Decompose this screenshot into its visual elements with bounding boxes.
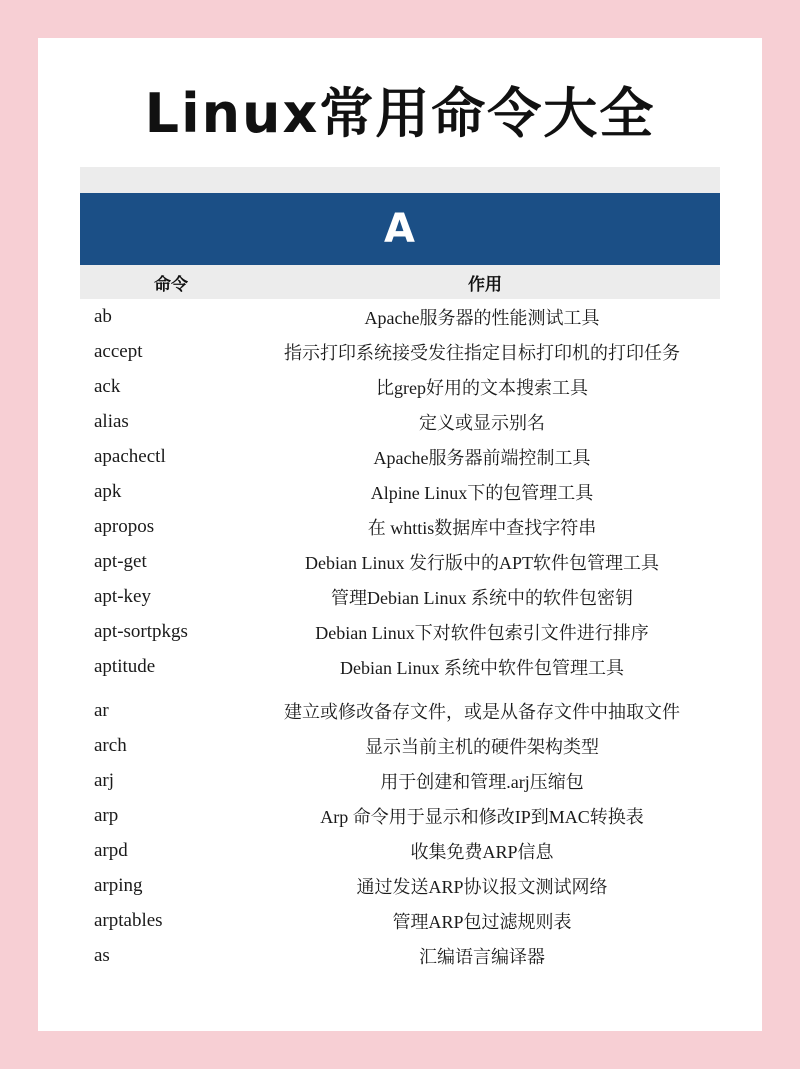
cell-command: apt-get xyxy=(94,550,147,572)
cell-description: 建立或修改备存文件，或是从备存文件中抽取文件 xyxy=(284,701,680,722)
table-row xyxy=(80,544,720,579)
cell-description: Debian Linux 系统中软件包管理工具 xyxy=(340,657,624,678)
cell-command: arp xyxy=(94,804,119,826)
page-title: Linux常用命令大全 xyxy=(144,82,656,145)
cell-command: apropos xyxy=(94,515,155,537)
cell-description: Arp 命令用于显示和修改IP到MAC转换表 xyxy=(320,806,644,827)
cell-command: ab xyxy=(94,305,112,327)
cell-command: apk xyxy=(94,480,122,502)
cell-command: arch xyxy=(94,734,127,756)
header-description: 作用 xyxy=(468,274,502,294)
cell-description: 定义或显示别名 xyxy=(419,412,545,433)
cell-description: 显示当前主机的硬件架构类型 xyxy=(365,736,599,757)
cell-description: 在 whttis数据库中查找字符串 xyxy=(367,517,597,538)
table-header-row xyxy=(80,265,720,299)
table-row xyxy=(80,868,720,903)
table-row xyxy=(80,763,720,798)
table-row xyxy=(80,798,720,833)
cell-command: as xyxy=(94,944,110,966)
cell-description: 收集免费ARP信息 xyxy=(410,841,554,862)
table-row xyxy=(80,404,720,439)
cell-description: 用于创建和管理.arj压缩包 xyxy=(380,771,584,792)
table-row xyxy=(80,614,720,649)
cell-description: 汇编语言编译器 xyxy=(419,946,545,967)
cell-command: apt-sortpkgs xyxy=(94,620,188,642)
table-row xyxy=(80,439,720,474)
cell-description: Apache服务器前端控制工具 xyxy=(373,447,591,468)
cell-command: arptables xyxy=(94,909,163,931)
command-table xyxy=(80,167,720,973)
cell-command: apt-key xyxy=(94,585,151,607)
table-row xyxy=(80,334,720,369)
table-row xyxy=(80,903,720,938)
cell-description: 管理Debian Linux 系统中的软件包密钥 xyxy=(331,587,633,608)
cell-command: apachectl xyxy=(94,445,166,467)
cell-command: arping xyxy=(94,874,143,896)
cell-description: Alpine Linux下的包管理工具 xyxy=(370,482,594,503)
table-row xyxy=(80,474,720,509)
cell-description: 指示打印系统接受发往指定目标打印机的打印任务 xyxy=(284,342,680,363)
table-row xyxy=(80,938,720,973)
table-row xyxy=(80,728,720,763)
cell-description: 管理ARP包过滤规则表 xyxy=(392,911,572,932)
document-page xyxy=(38,38,762,1031)
table-row xyxy=(80,369,720,404)
cell-command: ack xyxy=(94,375,121,397)
section-letter: A xyxy=(384,206,416,253)
table-row xyxy=(80,299,720,334)
cell-description: 比grep好用的文本搜索工具 xyxy=(376,377,588,398)
table-top-band xyxy=(80,167,720,193)
table-row xyxy=(80,649,720,684)
cell-description: Debian Linux 发行版中的APT软件包管理工具 xyxy=(305,552,659,573)
cell-command: aptitude xyxy=(94,655,156,677)
table-row xyxy=(80,693,720,728)
cell-command: arj xyxy=(94,769,115,791)
table-row xyxy=(80,579,720,614)
section-letter-band xyxy=(80,193,720,265)
table-row xyxy=(80,509,720,544)
cell-command: accept xyxy=(94,340,143,362)
header-command: 命令 xyxy=(154,274,188,294)
cell-command: ar xyxy=(94,699,109,721)
table-row xyxy=(80,833,720,868)
cell-command: arpd xyxy=(94,839,128,861)
cell-command: alias xyxy=(94,410,129,432)
cell-description: Apache服务器的性能测试工具 xyxy=(364,307,600,328)
cell-description: 通过发送ARP协议报文测试网络 xyxy=(356,876,608,897)
cell-description: Debian Linux下对软件包索引文件进行排序 xyxy=(315,622,649,643)
